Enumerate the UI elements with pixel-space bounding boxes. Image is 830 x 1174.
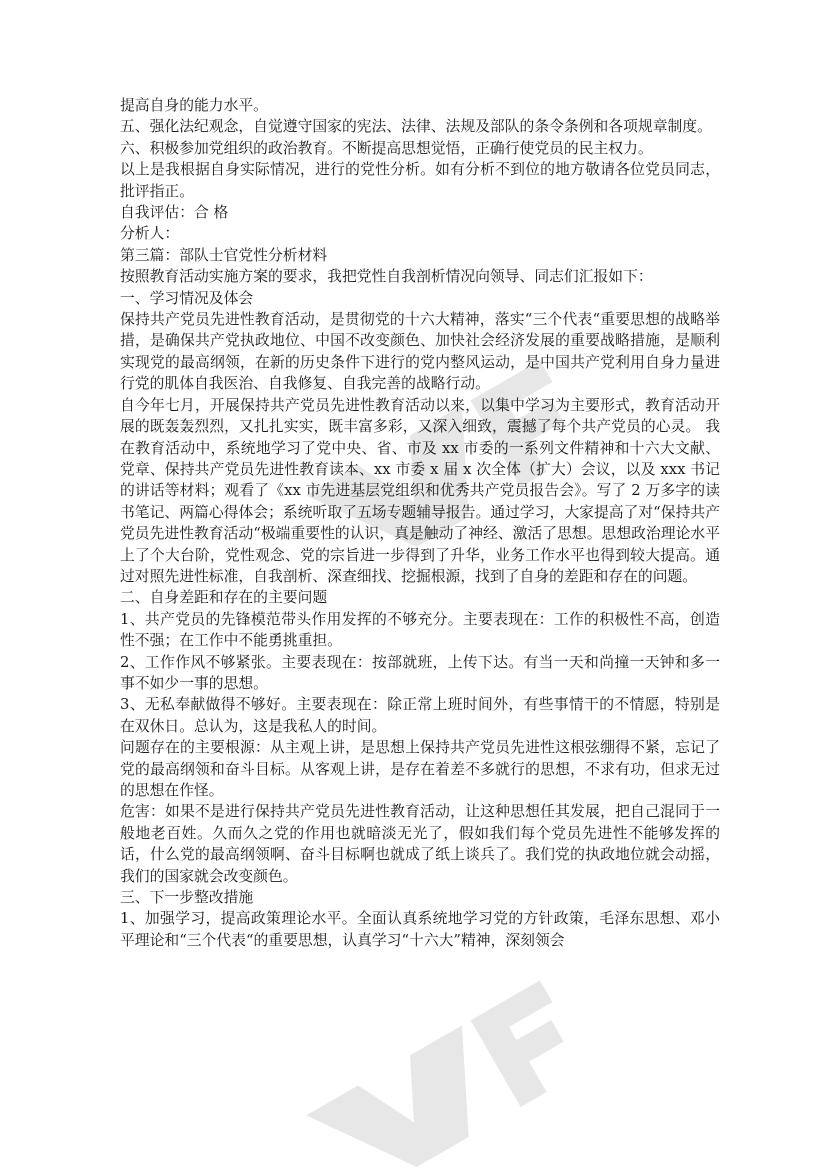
paragraph: 危害：如果不是进行保持共产党员先进性教育活动，让这种思想任其发展，把自己混同于一般地老百姓。久而久之党的作用也就暗淡无光了，假如我们每个党员先进性不能够发挥的话，什么党的最高纲领啊、奋斗目标啊也就成了纸上谈兵了。我们党的执政地位就会动摇，我们的国家就会改变颜色。 bbox=[120, 803, 720, 885]
section-title: 第三篇：部队士官党性分析材料 bbox=[120, 246, 328, 264]
paragraph: 自我评估：合 格 bbox=[120, 204, 229, 222]
paragraph: 自今年七月，开展保持共产党员先进性教育活动以来，以集中学习为主要形式，教育活动开展的既轰轰烈烈，又扎扎实实，既丰富多彩，又深入细致，震撼了每个共产党员的心灵。 我在教育活动中，系统地学习了党中央、省、市及 xx 市委的一系列文件精神和十六大文献、党章、保持共产党员先进性教育读本、xx 市委 x 届 x 次全体（扩大）会议，以及 xxx 书记的讲话等材料；观看了《xx 市先进基层党组织和优秀共产党员报告会》。写了 2 万多字的读书笔记、两篇心得体会；系统听取了五场专题辅导报告。通过学习，大家提高了对“保持共产党员先进性教育活动“极端重要性的认识，真是触动了神经、激活了思想。思想政治理论水平上了个大台阶，党性观念、党的宗旨进一步得到了升华，业务工作水平也得到较大提高。通过对照先进性标准，自我剖析、深查细找、挖掘根源，找到了自身的差距和存在的问题。 bbox=[120, 396, 720, 585]
paragraph: 分析人： bbox=[120, 225, 180, 243]
paragraph: 保持共产党员先进性教育活动，是贯彻党的十六大精神，落实“三个代表“重要思想的战略举措，是确保共产党执政地位、中国不改变颜色、加快社会经济发展的重要战略措施，是顺利实现党的最高纲领，在新的历史条件下进行的党内整风运动，是中国共产党利用自身力量进行党的肌体自我医治、自我修复、自我完善的战略行动。 bbox=[120, 311, 720, 393]
paragraph: 1、加强学习，提高政策理论水平。全面认真系统地学习党的方针政策，毛泽东思想、邓小平理论和“三个代表“的重要思想，认真学习“十六大”精神，深刻领会 bbox=[120, 910, 720, 949]
paragraph: 2、工作作风不够紧张。主要表现在：按部就班，上传下达。有当一天和尚撞一天钟和多一事不如少一事的思想。 bbox=[120, 653, 720, 692]
paragraph: 3、无私奉献做得不够好。主要表现在：除正常上班时间外，有些事情干的不情愿，特别是在双休日。总认为，这是我私人的时间。 bbox=[120, 696, 720, 735]
section-heading: 一、学习情况及体会 bbox=[120, 289, 254, 307]
paragraph: 五、强化法纪观念，自觉遵守国家的宪法、法律、法规及部队的条令条例和各项规章制度。 bbox=[120, 118, 712, 136]
paragraph: 1、共产党员的先锋模范带头作用发挥的不够充分。主要表现在：工作的积极性不高，创造性不强；在工作中不能勇挑重担。 bbox=[120, 610, 720, 650]
paragraph: 问题存在的主要根源：从主观上讲，是思想上保持共产党员先进性这根弦绷得不紧，忘记了党的最高纲领和奋斗目标。从客观上讲，是存在着差不多就行的思想，不求有功，但求无过的思想在作怪。 bbox=[120, 739, 720, 799]
paragraph: 以上是我根据自身实际情况，进行的党性分析。如有分析不到位的地方敬请各位党员同志，批评指正。 bbox=[120, 161, 720, 200]
section-heading: 二、自身差距和存在的主要问题 bbox=[120, 589, 328, 607]
paragraph: 按照教育活动实施方案的要求，我把党性自我剖析情况向领导、同志们汇报如下： bbox=[120, 268, 653, 286]
section-heading: 三、下一步整改措施 bbox=[120, 889, 254, 907]
paragraph: 六、积极参加党组织的政治教育。不断提高思想觉悟，正确行使党员的民主权力。 bbox=[120, 139, 653, 157]
paragraph: 提高自身的能力水平。 bbox=[120, 97, 268, 114]
document-body bbox=[120, 95, 720, 951]
